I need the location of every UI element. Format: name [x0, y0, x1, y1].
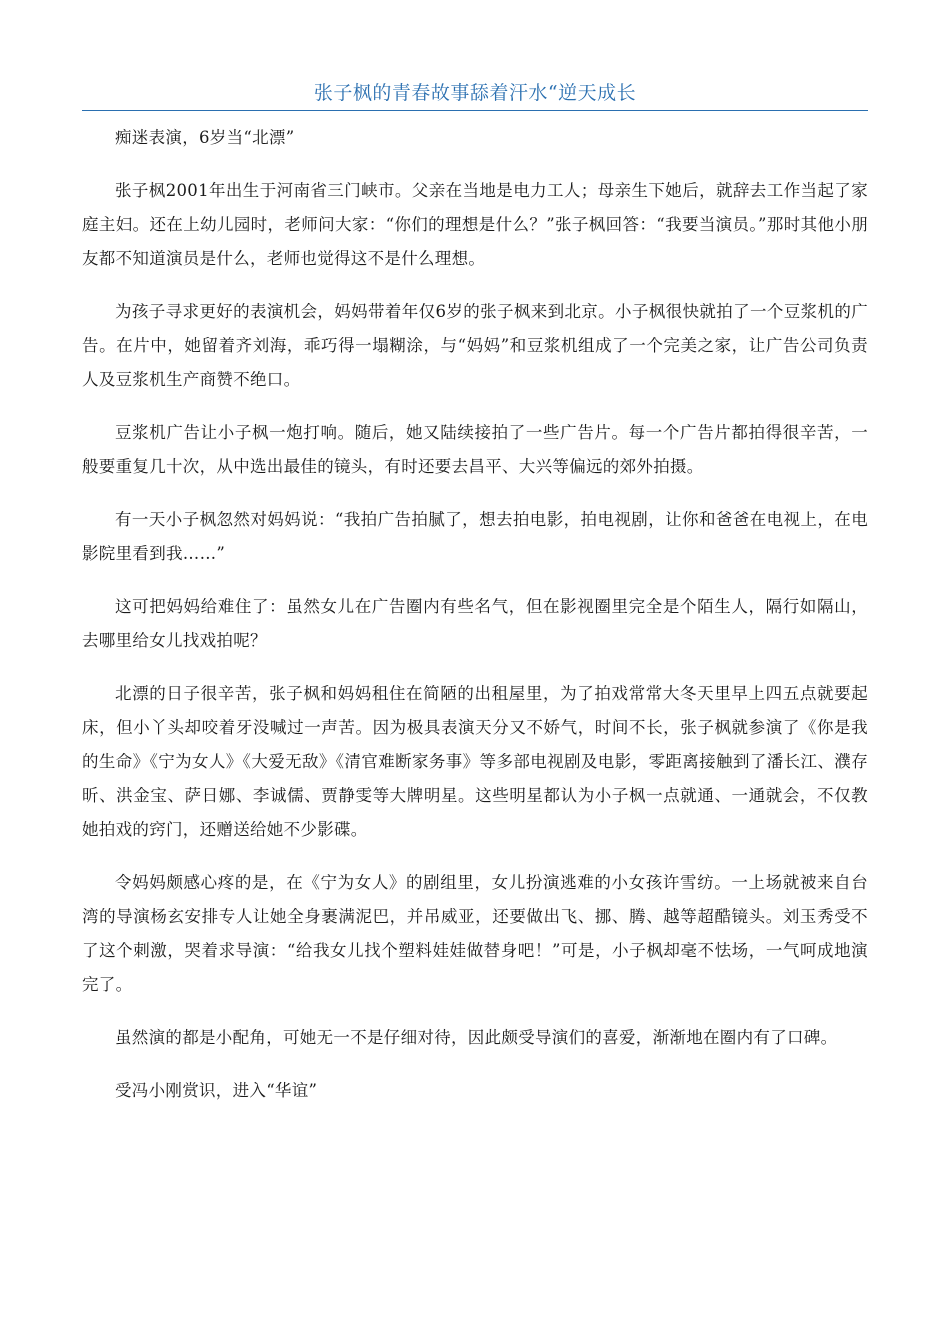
body-paragraph: 虽然演的都是小配角，可她无一不是仔细对待，因此颇受导演们的喜爱，渐渐地在圈内有了口碑。: [115, 1028, 838, 1047]
body-paragraph: 张子枫2001年出生于河南省三门峡市。父亲在当地是电力工人；母亲生下她后，就辞去工作当起了家庭主妇。还在上幼儿园时，老师问大家：“你们的理想是什么？”张子枫回答：“我要当演员。”那时其他小朋友都不知道演员是什么，老师也觉得这不是什么理想。: [82, 181, 868, 268]
body-paragraph: 有一天小子枫忽然对妈妈说：“我拍广告拍腻了，想去拍电影，拍电视剧，让你和爸爸在电视上，在电影院里看到我……”: [82, 510, 868, 563]
body-paragraph: 为孩子寻求更好的表演机会，妈妈带着年仅6岁的张子枫来到北京。小子枫很快就拍了一个豆浆机的广告。在片中，她留着齐刘海，乖巧得一塌糊涂，与“妈妈”和豆浆机组成了一个完美之家，让广告公司负责人及豆浆机生产商赞不绝口。: [82, 302, 868, 389]
body-paragraph: 这可把妈妈给难住了：虽然女儿在广告圈内有些名气，但在影视圈里完全是个陌生人，隔行如隔山，去哪里给女儿找戏拍呢？: [82, 597, 868, 650]
document-body: [82, 121, 868, 1108]
document-page: [82, 80, 868, 1127]
body-paragraph: 北漂的日子很辛苦，张子枫和妈妈租住在简陋的出租屋里，为了拍戏常常大冬天里早上四五点就要起床，但小丫头却咬着牙没喊过一声苦。因为极具表演天分又不娇气，时间不长，张子枫就参演了《你是我的生命》《宁为女人》《大爱无敌》《清官难断家务事》等多部电视剧及电影，零距离接触到了潘长江、濮存昕、洪金宝、萨日娜、李诚儒、贾静雯等大牌明星。这些明星都认为小子枫一点就通、一通就会，不仅教她拍戏的窍门，还赠送给她不少影碟。: [82, 684, 868, 839]
section-heading: 受冯小刚赏识，进入“华谊”: [115, 1081, 318, 1100]
document-title: 张子枫的青春故事舔着汗水“逆天成长: [82, 80, 868, 111]
section-heading: 痴迷表演，6岁当“北漂”: [115, 128, 295, 147]
body-paragraph: 令妈妈颇感心疼的是，在《宁为女人》的剧组里，女儿扮演逃难的小女孩许雪纺。一上场就被来自台湾的导演杨玄安排专人让她全身裹满泥巴，并吊威亚，还要做出飞、挪、腾、越等超酷镜头。刘玉秀受不了这个刺激，哭着求导演：“给我女儿找个塑料娃娃做替身吧！”可是，小子枫却毫不怯场，一气呵成地演完了。: [82, 873, 868, 994]
body-paragraph: 豆浆机广告让小子枫一炮打响。随后，她又陆续接拍了一些广告片。每一个广告片都拍得很辛苦，一般要重复几十次，从中选出最佳的镜头，有时还要去昌平、大兴等偏远的郊外拍摄。: [82, 423, 868, 476]
